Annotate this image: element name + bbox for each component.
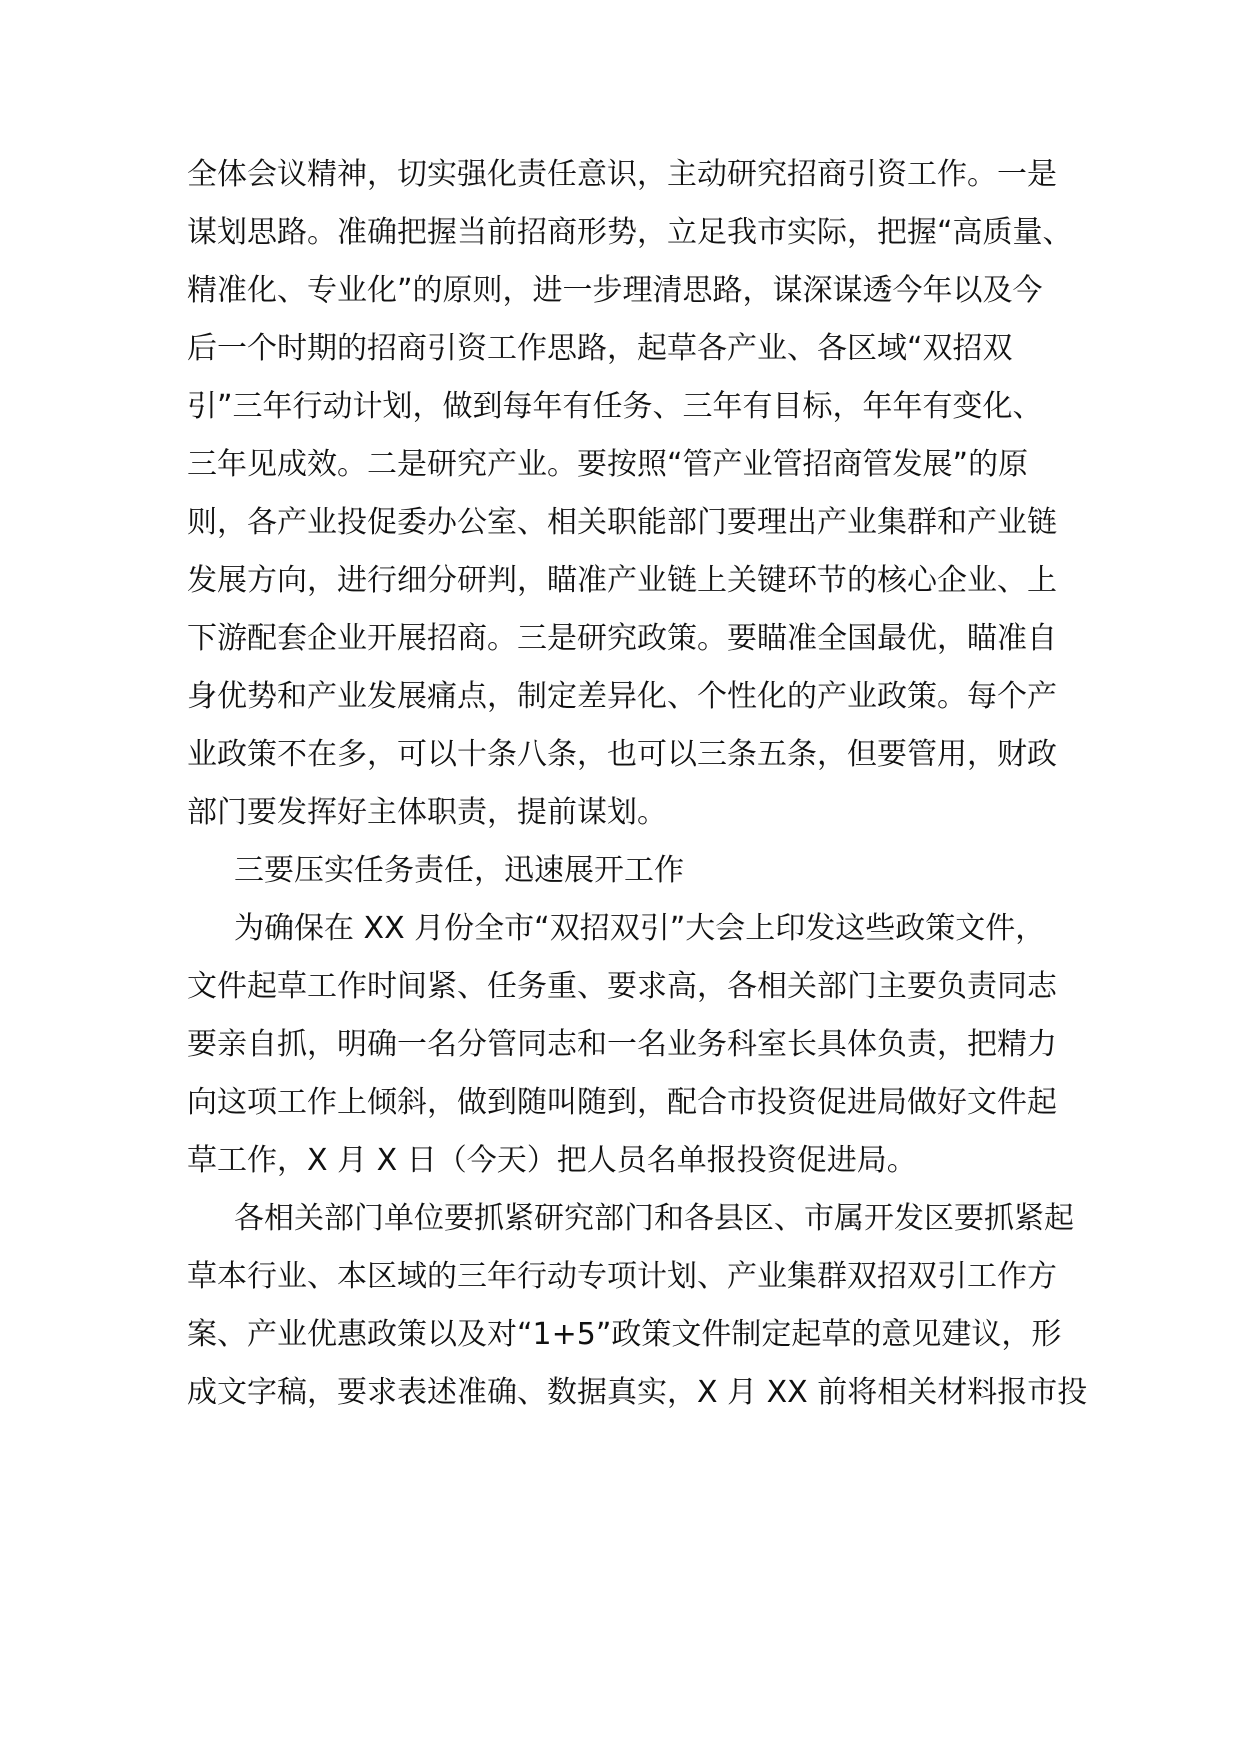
body-line: 各相关部门单位要抓紧研究部门和各县区、市属开发区要抓紧起 [234,1201,1074,1236]
body-line: 部门要发挥好主体职责，提前谋划。 [187,795,667,830]
body-line: 引”三年行动计划，做到每年有任务、三年有目标，年年有变化、 [187,389,1043,424]
body-line: 谋划思路。准确把握当前招商形势，立足我市实际，把握“高质量、 [187,215,1073,250]
body-line: 草工作，X 月 X 日（今天）把人员名单报投资促进局。 [187,1143,917,1178]
body-line: 业政策不在多，可以十条八条，也可以三条五条，但要管用，财政 [187,737,1057,772]
body-line: 发展方向，进行细分研判，瞄准产业链上关键环节的核心企业、上 [187,563,1057,598]
body-line: 为确保在 XX 月份全市“双招双引”大会上印发这些政策文件， [234,911,1046,946]
body-line: 全体会议精神，切实强化责任意识，主动研究招商引资工作。一是 [187,157,1057,192]
body-line: 要亲自抓，明确一名分管同志和一名业务科室长具体负责，把精力 [187,1027,1057,1062]
body-line: 后一个时期的招商引资工作思路，起草各产业、各区域“双招双 [187,331,1013,366]
body-line: 向这项工作上倾斜，做到随叫随到，配合市投资促进局做好文件起 [187,1085,1057,1120]
body-line: 则，各产业投促委办公室、相关职能部门要理出产业集群和产业链 [187,505,1057,540]
body-line: 文件起草工作时间紧、任务重、要求高，各相关部门主要负责同志 [187,969,1057,1004]
body-line: 精准化、专业化”的原则，进一步理清思路，谋深谋透今年以及今 [187,273,1043,308]
section-heading: 三要压实任务责任，迅速展开工作 [234,853,684,888]
body-line: 身优势和产业发展痛点，制定差异化、个性化的产业政策。每个产 [187,679,1057,714]
body-line: 成文字稿，要求表述准确、数据真实，X 月 XX 前将相关材料报市投 [187,1375,1088,1410]
body-line: 草本行业、本区域的三年行动专项计划、产业集群双招双引工作方 [187,1259,1057,1294]
body-line: 三年见成效。二是研究产业。要按照“管产业管招商管发展”的原 [187,447,1029,482]
body-line: 案、产业优惠政策以及对“1+5”政策文件制定起草的意见建议，形 [187,1317,1062,1352]
body-line: 下游配套企业开展招商。三是研究政策。要瞄准全国最优，瞄准自 [187,621,1057,656]
